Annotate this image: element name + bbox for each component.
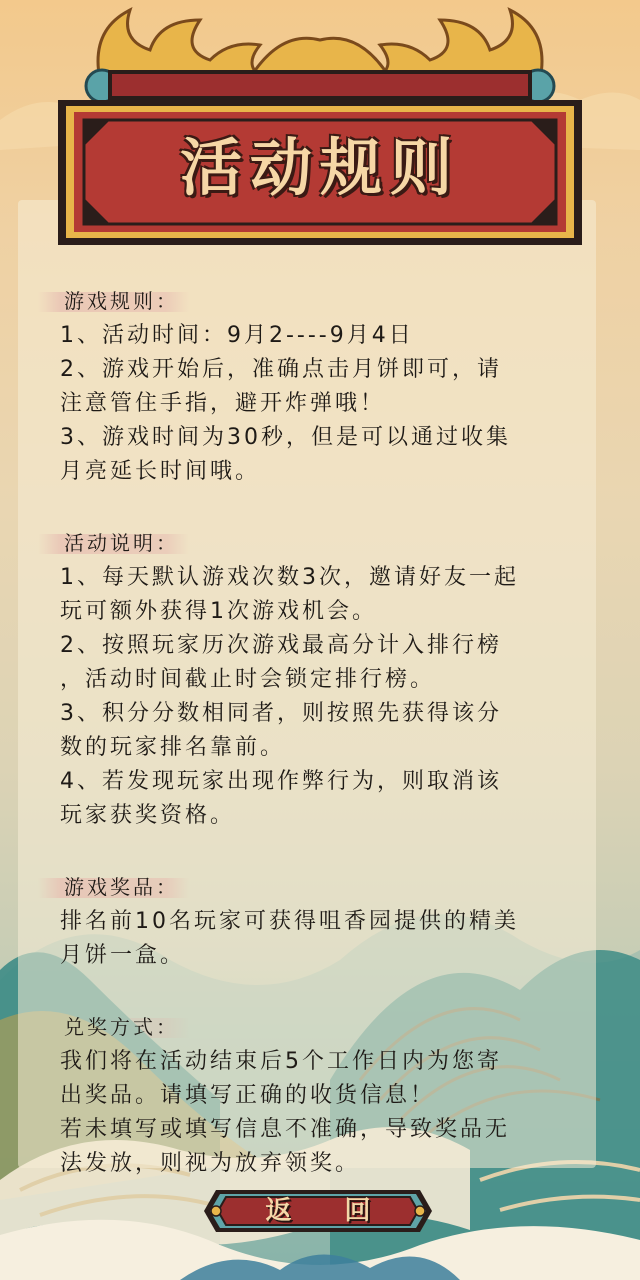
rule-line: 玩家获奖资格。	[60, 803, 236, 828]
rule-line: 法发放，则视为放弃领奖。	[60, 1151, 361, 1176]
section-title: 游戏奖品：	[60, 872, 189, 902]
section-activity-notes	[60, 527, 590, 833]
section-prizes	[60, 871, 590, 973]
section-redemption	[60, 1011, 590, 1181]
rules-content	[60, 285, 590, 1219]
section-game-rules	[60, 285, 590, 489]
rule-line: 玩可额外获得1次游戏机会。	[60, 599, 377, 624]
rule-line: 我们将在活动结束后5个工作日内为您寄	[60, 1049, 502, 1074]
rule-line: 1、每天默认游戏次数3次，邀请好友一起	[60, 565, 519, 590]
back-button-label: 返 回	[265, 1196, 393, 1226]
rule-line: 1、活动时间：9月2----9月4日	[60, 323, 414, 348]
page-title: 活动规则	[179, 131, 460, 204]
back-button[interactable]	[202, 1186, 434, 1236]
rule-line: 注意管住手指，避开炸弹哦！	[60, 391, 386, 416]
rule-line: 4、若发现玩家出现作弊行为，则取消该	[60, 769, 502, 794]
section-title: 游戏规则：	[60, 286, 189, 316]
section-title: 兑奖方式：	[60, 1012, 189, 1042]
rule-line: 若未填写或填写信息不准确，导致奖品无	[60, 1117, 511, 1142]
rule-line: 出奖品。请填写正确的收货信息！	[60, 1083, 436, 1108]
rule-line: 月饼一盒。	[60, 943, 186, 968]
rule-line: 数的玩家排名靠前。	[60, 735, 286, 760]
rule-line: 2、按照玩家历次游戏最高分计入排行榜	[60, 633, 502, 658]
rule-line: 3、游戏时间为30秒，但是可以通过收集	[60, 425, 511, 450]
crest-right-icon	[370, 10, 542, 80]
rule-line: 2、游戏开始后，准确点击月饼即可，请	[60, 357, 502, 382]
rule-line: ，活动时间截止时会锁定排行榜。	[60, 667, 436, 692]
crest-left-icon	[98, 10, 270, 80]
rule-line: 月亮延长时间哦。	[60, 459, 261, 484]
section-title: 活动说明：	[60, 528, 189, 558]
rule-line: 排名前10名玩家可获得咀香园提供的精美	[60, 909, 519, 934]
rule-line: 3、积分分数相同者，则按照先获得该分	[60, 701, 502, 726]
